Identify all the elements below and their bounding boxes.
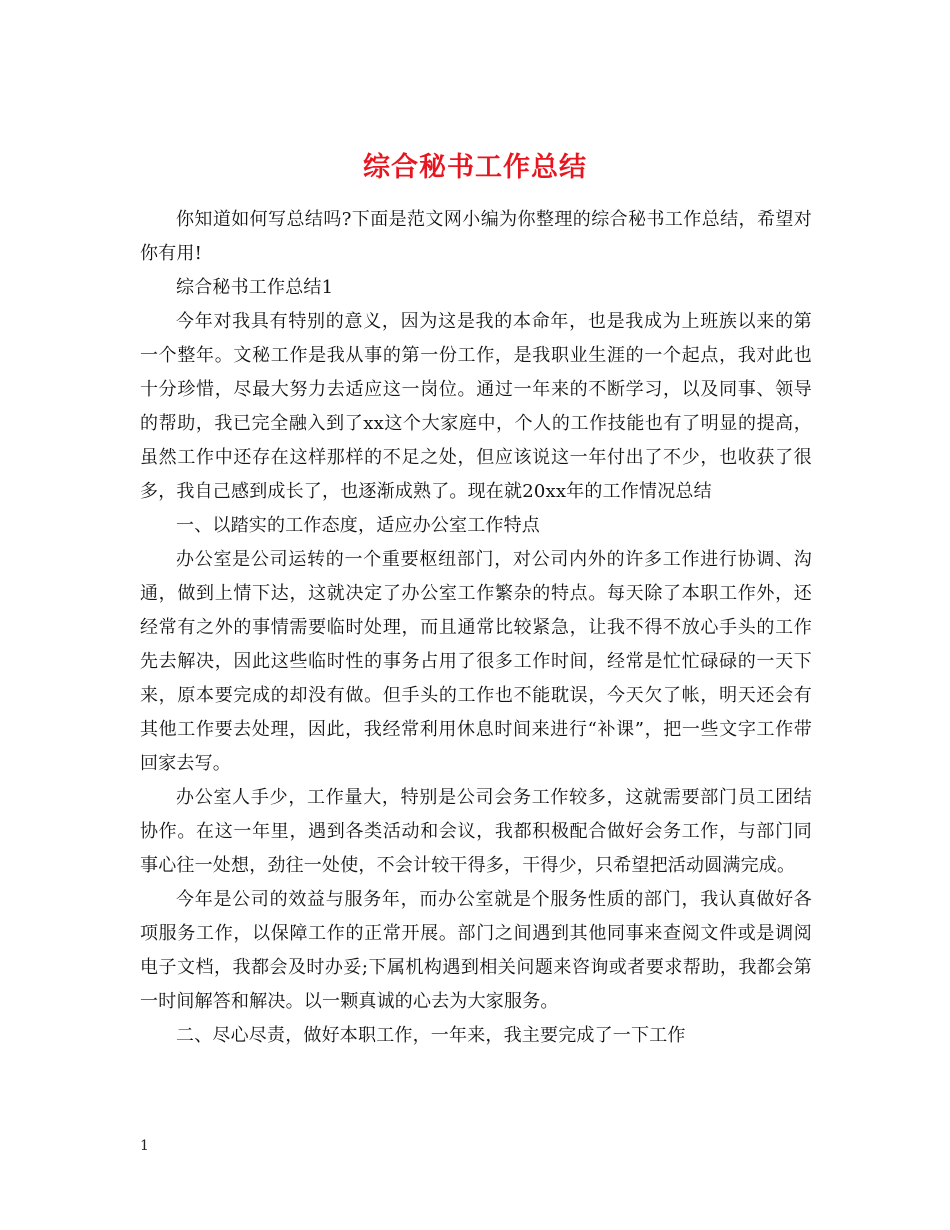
body-paragraph: 今年是公司的效益与服务年，而办公室就是个服务性质的部门，我认真做好各项服务工作，以保障工作的正常开展。部门之间遇到其他同事来查阅文件或是调阅电子文档，我都会及时办妥;下属机构遇到相关问题来咨询或者要求帮助，我都会第一时间解答和解决。以一颗真诚的心去为大家服务。 bbox=[140, 889, 812, 1012]
page-number: 1 bbox=[140, 1138, 149, 1154]
intro-paragraph: 你知道如何写总结吗?下面是范文网小编为你整理的综合秘书工作总结，希望对你有用! bbox=[140, 209, 812, 264]
body-paragraph: 办公室人手少，工作量大，特别是公司会务工作较多，这就需要部门员工团结协作。在这一年里，遇到各类活动和会议，我都积极配合做好会务工作，与部门同事心往一处想，劲往一处使，不会计较干得多，干得少，只希望把活动圆满完成。 bbox=[140, 787, 812, 876]
section-heading-1: 综合秘书工作总结1 bbox=[176, 277, 334, 298]
subsection-heading-2: 二、尽心尽责，做好本职工作，一年来，我主要完成了一下工作 bbox=[176, 1025, 686, 1046]
document-body bbox=[140, 203, 812, 1053]
subsection-heading-1: 一、以踏实的工作态度，适应办公室工作特点 bbox=[176, 515, 540, 536]
document-title: 综合秘书工作总结 bbox=[363, 152, 587, 184]
body-paragraph: 办公室是公司运转的一个重要枢纽部门，对公司内外的许多工作进行协调、沟通，做到上情下达，这就决定了办公室工作繁杂的特点。每天除了本职工作外，还经常有之外的事情需要临时处理，而且通常比较紧急，让我不得不放心手头的工作先去解决，因此这些临时性的事务占用了很多工作时间，经常是忙忙碌碌的一天下来，原本要完成的却没有做。但手头的工作也不能耽误，今天欠了帐，明天还会有其他工作要去处理，因此，我经常利用休息时间来进行“补课”，把一些文字工作带回家去写。 bbox=[140, 549, 812, 774]
body-paragraph: 今年对我具有特别的意义，因为这是我的本命年，也是我成为上班族以来的第一个整年。文秘工作是我从事的第一份工作，是我职业生涯的一个起点，我对此也十分珍惜，尽最大努力去适应这一岗位。通过一年来的不断学习，以及同事、领导的帮助，我已完全融入到了xx这个大家庭中，个人的工作技能也有了明显的提高，虽然工作中还存在这样那样的不足之处，但应该说这一年付出了不少，也收获了很多，我自己感到成长了，也逐渐成熟了。现在就20xx年的工作情况总结 bbox=[140, 311, 812, 502]
